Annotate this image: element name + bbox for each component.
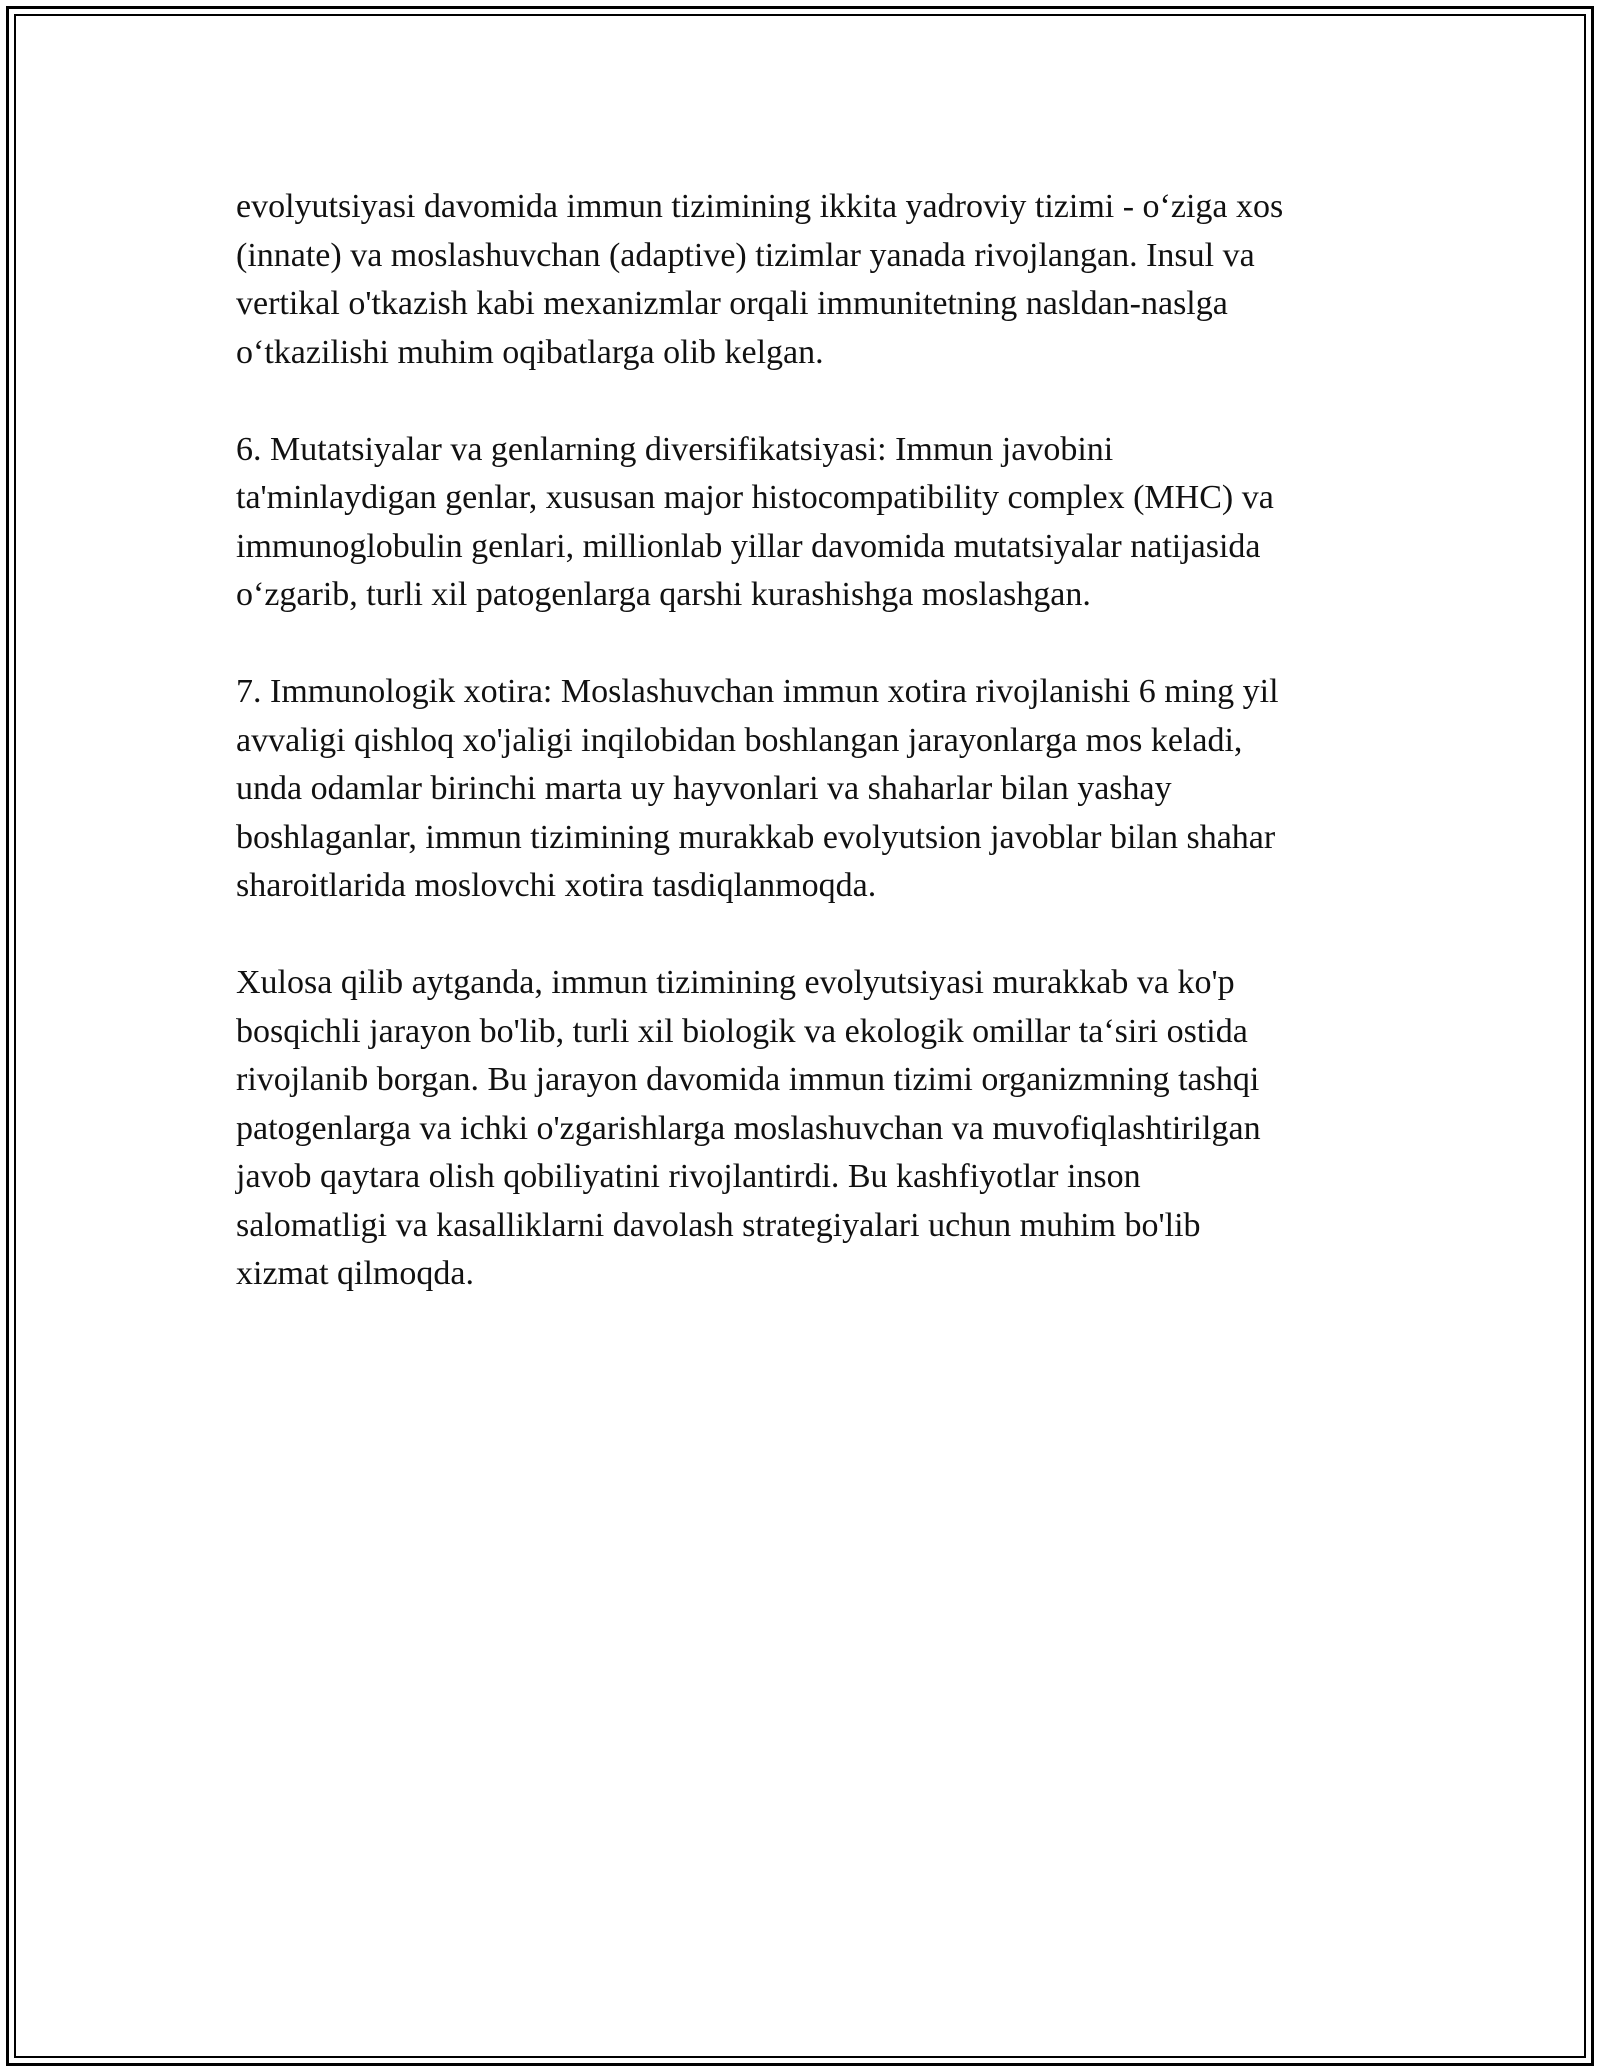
text-line: boshlaganlar, immun tizimining murakkab evolyutsion javoblar bilan shahar xyxy=(236,818,1276,856)
text-line: avvaligi qishloq xo'jaligi inqilobidan boshlangan jarayonlarga mos keladi, xyxy=(236,721,1243,759)
paragraph-evolution-intro xyxy=(236,183,1386,377)
text-line: evolyutsiyasi davomida immun tizimining ikkita yadroviy tizimi - o‘ziga xos xyxy=(236,188,1284,225)
text-line: salomatligi va kasalliklarni davolash strategiyalari uchun muhim bo'lib xyxy=(236,1206,1201,1244)
document-body xyxy=(236,183,1386,1347)
text-line: 6. Mutatsiyalar va genlarning diversifikatsiyasi: Immun javobini xyxy=(236,430,1114,468)
paragraph-conclusion xyxy=(236,959,1386,1299)
text-line: sharoitlarida moslovchi xotira tasdiqlanmoqda. xyxy=(236,867,877,904)
text-line: immunoglobulin genlari, millionlab yillar davomida mutatsiyalar natijasida xyxy=(236,527,1261,565)
text-line: javob qaytara olish qobiliyatini rivojlantirdi. Bu kashfiyotlar inson xyxy=(236,1158,1141,1195)
text-line: o‘tkazilishi muhim oqibatlarga olib kelgan. xyxy=(236,333,824,371)
text-line: o‘zgarib, turli xil patogenlarga qarshi kurashishga moslashgan. xyxy=(236,576,1091,613)
text-line: (innate) va moslashuvchan (adaptive) tizimlar yanada rivojlangan. Insul va xyxy=(236,236,1255,274)
text-line: patogenlarga va ichki o'zgarishlarga moslashuvchan va muvofiqlashtirilgan xyxy=(236,1109,1261,1147)
text-line: Xulosa qilib aytganda, immun tizimining evolyutsiyasi murakkab va ko'p xyxy=(236,964,1235,1001)
paragraph-immunological-memory xyxy=(236,668,1386,911)
text-line: 7. Immunologik xotira: Moslashuvchan immun xotira rivojlanishi 6 ming yil xyxy=(236,673,1279,710)
text-line: bosqichli jarayon bo'lib, turli xil biologik va ekologik omillar ta‘siri ostida xyxy=(236,1012,1248,1050)
paragraph-mutations xyxy=(236,426,1386,620)
text-line: vertikal o'tkazish kabi mexanizmlar orqali immunitetning nasldan-naslga xyxy=(236,285,1228,322)
text-line: rivojlanib borgan. Bu jarayon davomida immun tizimi organizmning tashqi xyxy=(236,1061,1260,1098)
text-line: unda odamlar birinchi marta uy hayvonlari va shaharlar bilan yashay xyxy=(236,770,1172,807)
text-line: xizmat qilmoqda. xyxy=(236,1255,474,1292)
text-line: ta'minlaydigan genlar, xususan major histocompatibility complex (MHC) va xyxy=(236,479,1274,516)
